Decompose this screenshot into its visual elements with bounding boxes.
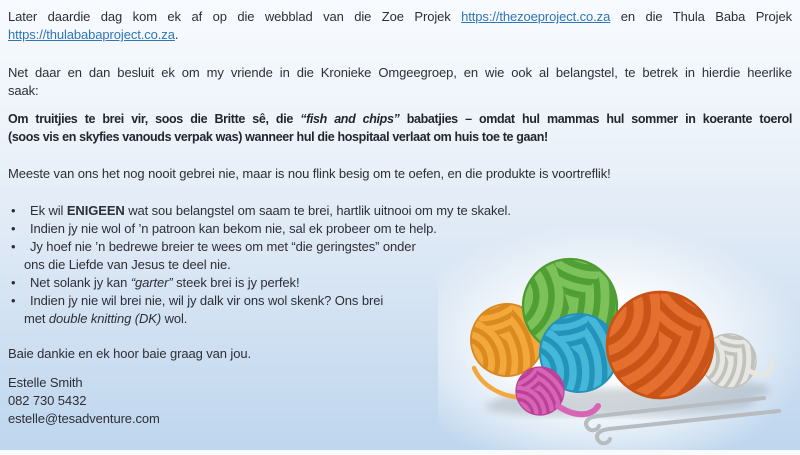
invite-paragraph [8,64,792,100]
zoe-project-link[interactable]: https://thezoeproject.co.za [461,9,611,24]
bullet-list [8,202,792,328]
bullet-dot: • [11,275,16,290]
intro-text-3: . [174,27,179,42]
bullet4-italic: “garter” [130,275,173,290]
signature-email: estelle@tesadventure.com [8,411,160,426]
bullet4-text-1: Net solank jy kan [30,275,131,290]
bullet-dot: • [11,221,16,236]
bullet5-line2-text-2: wol. [161,311,188,326]
bullet-item-3 [8,238,792,274]
fish-chips-line2: (soos vis en skyfies vanouds verpak was) wanneer hul die hospitaal verlaat om huis toe te gaan! [8,130,548,144]
intro-text-2: en die Thula Baba Projek [610,9,792,24]
invite-line1: Net daar en dan besluit ek om my vriende in die Kronieke Omgeegroep, en wie ook al belangstel, te betrek in hierdie heerlike [8,65,792,80]
bullet5-line1: Indien jy nie wil brei nie, wil jy dalk vir ons wol skenk? Ons brei [30,293,384,308]
intro-text-1: Later daardie dag kom ek af op die webblad van die Zoe Projek [8,9,462,24]
fish-chips-italic: “fish and chips” [300,112,400,126]
bullet-dot: • [11,203,16,218]
signature-block [8,374,792,428]
bullet5-line2 [24,310,792,328]
fish-chips-text-1: Om truitjies te brei vir, soos die Britte sê, die [8,112,301,126]
closing-line: Baie dankie en ek hoor baie graag van jou. [8,346,251,361]
fish-chips-paragraph [8,110,792,146]
intro-paragraph [8,8,792,26]
fish-chips-text-2: babatjies – omdat hul mammas hul sommer in koerante toerol [399,112,792,126]
invite-line2: saak: [8,83,39,98]
bullet1-text-2: wat sou belangstel om saam te brei, hartlik uitnooi om my te skakel. [124,203,511,218]
bullet2-text: Indien jy nie wol of ’n patroon kan bekom nie, sal ek probeer om te help. [30,221,437,236]
bullet1-text-1: Ek wil [30,203,67,218]
bullet-item-2 [8,220,792,238]
bullet1-bold: ENIGEEN [66,203,125,218]
bullet3-line2: ons die Liefde van Jesus te deel nie. [24,257,231,272]
bullet5-line2-text-1: met [24,311,49,326]
signature-name: Estelle Smith [8,375,83,390]
intro-paragraph-line2 [8,26,792,44]
bullet-dot: • [11,293,16,308]
practice-paragraph: Meeste van ons het nog nooit gebrei nie, maar is nou flink besig om te oefen, en die produkte is voortreflik! [8,166,611,181]
bullet-item-1 [8,202,792,220]
bullet-item-4 [8,274,792,292]
bullet3-line1: Jy hoef nie ’n bedrewe breier te wees om met “die geringstes” onder [30,239,416,254]
bullet5-line2-italic: double knitting (DK) [48,311,162,326]
bullet-dot: • [11,239,16,254]
signature-phone: 082 730 5432 [8,393,87,408]
bullet-item-5 [8,292,792,328]
thula-baba-link[interactable]: https://thulababaproject.co.za [8,27,175,42]
fish-chips-line1 [8,110,792,128]
bullet4-text-2: steek brei is jy perfek! [172,275,300,290]
